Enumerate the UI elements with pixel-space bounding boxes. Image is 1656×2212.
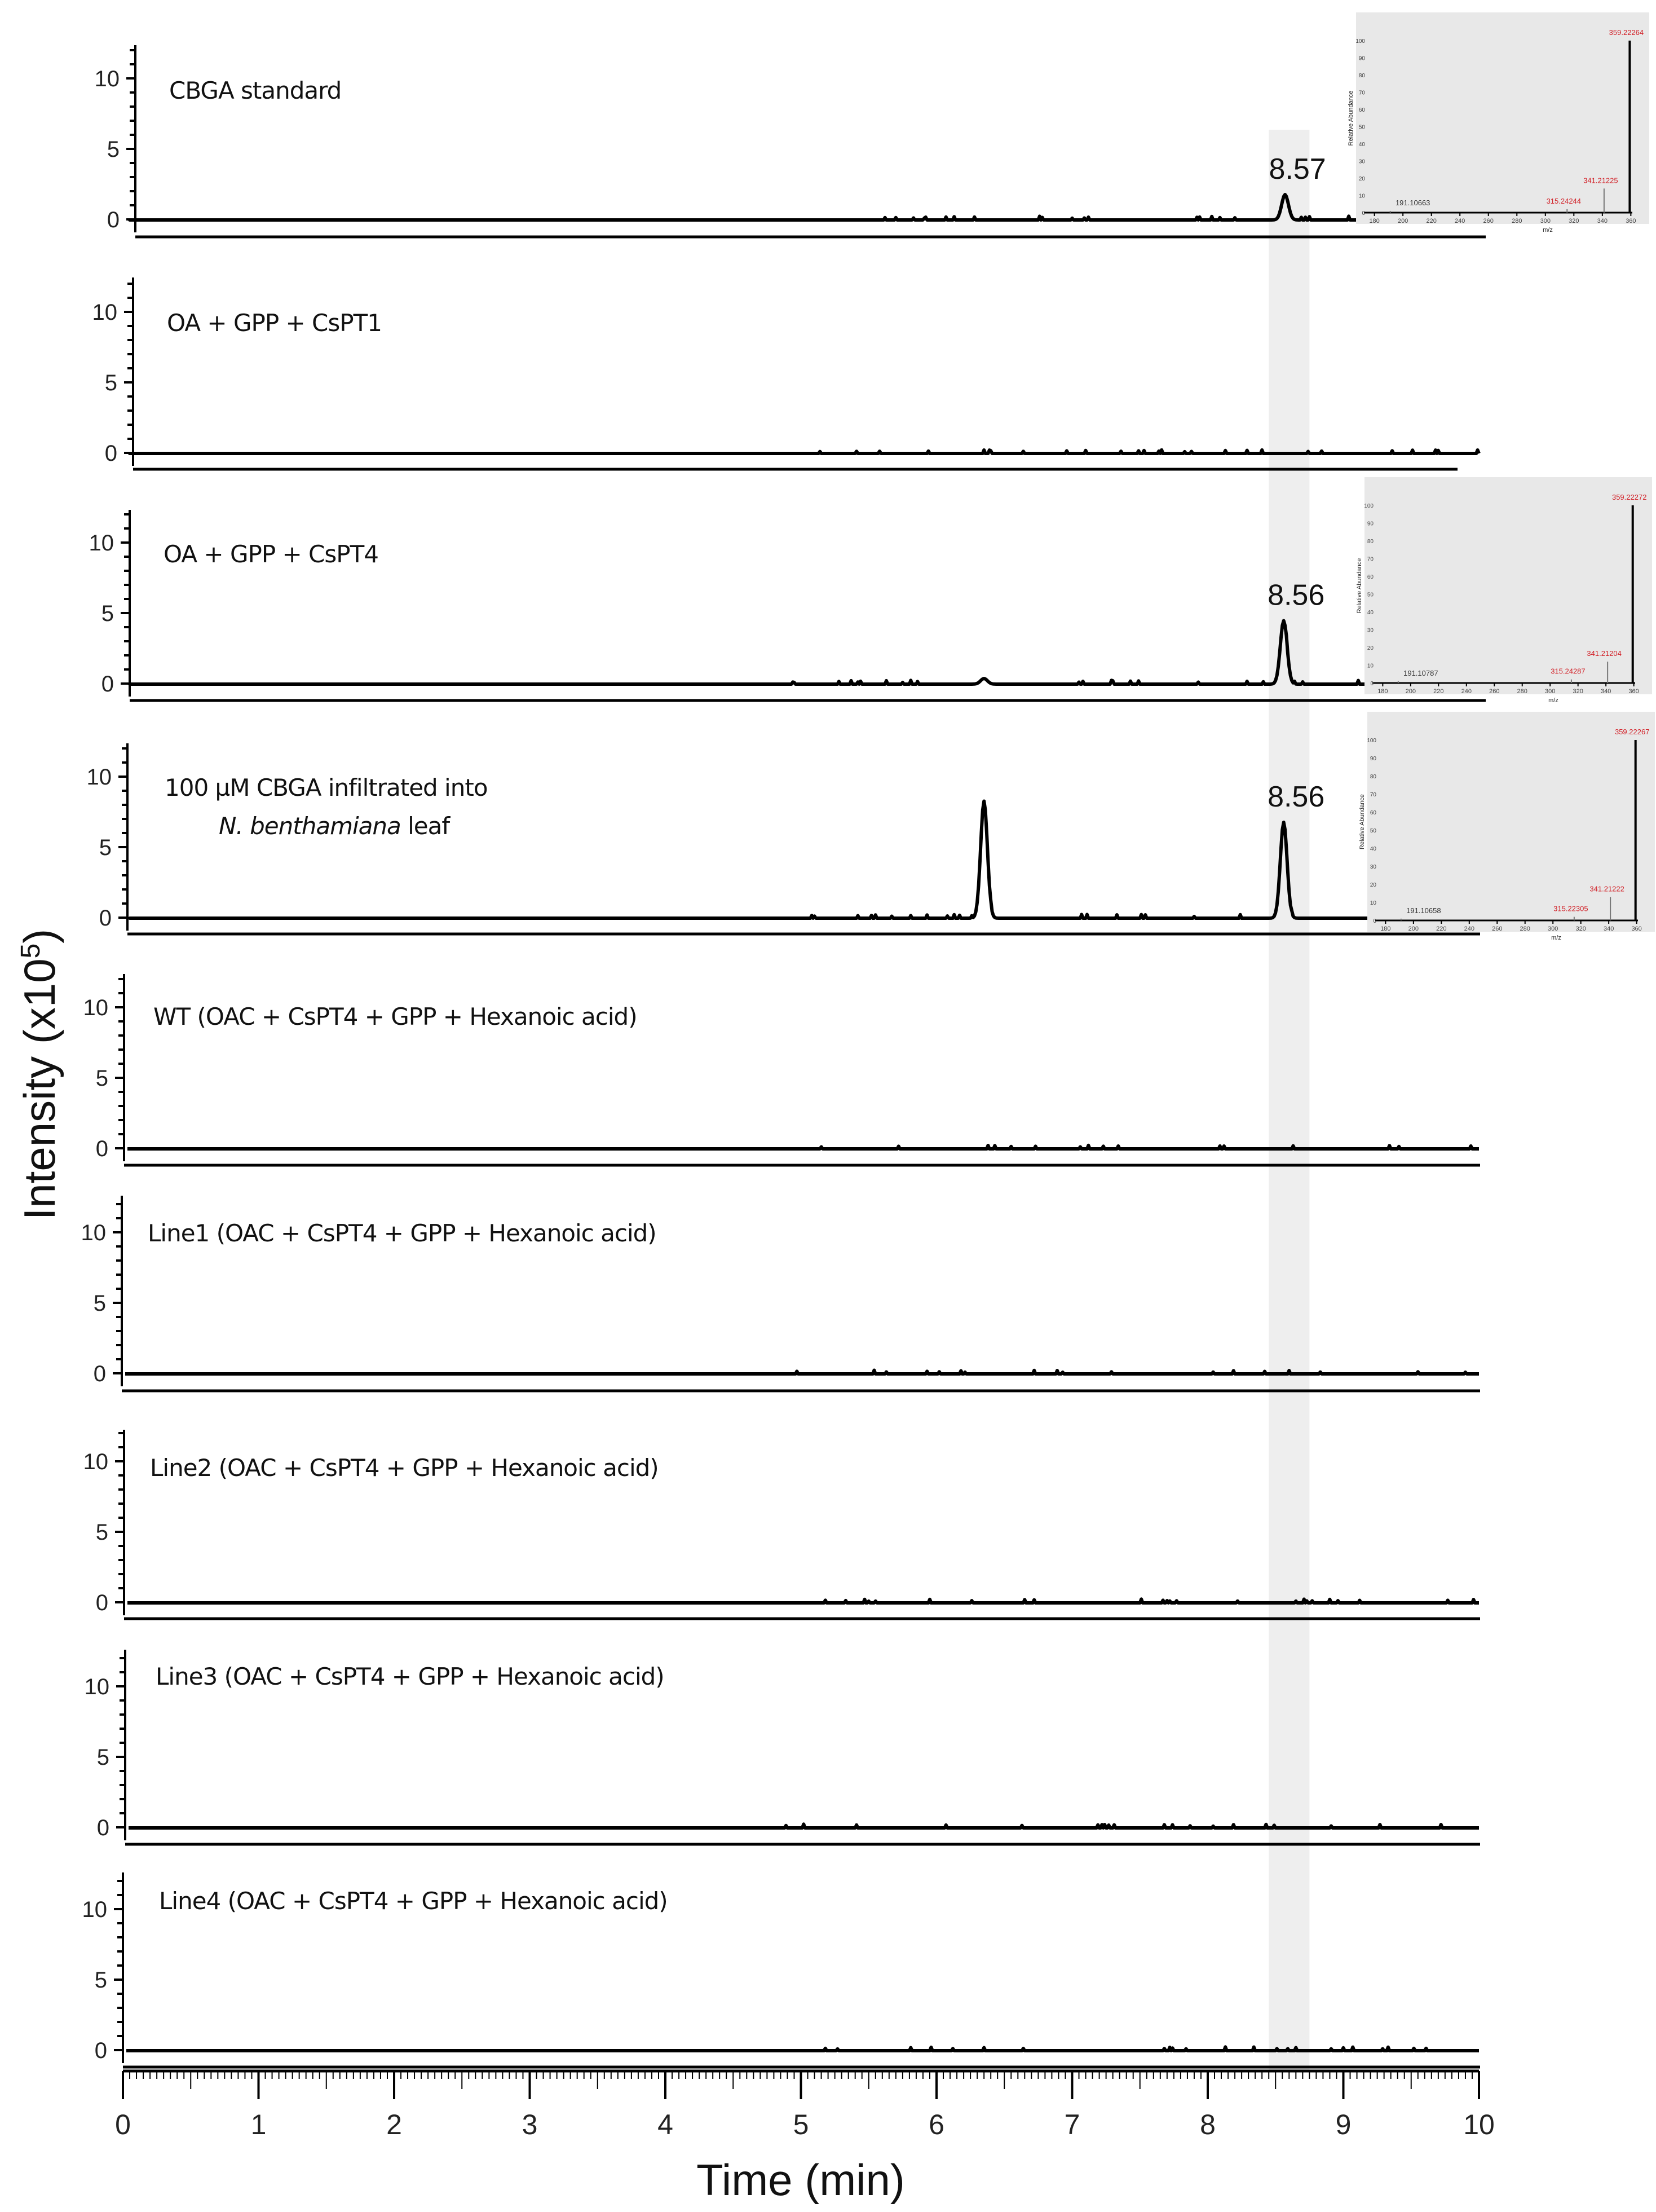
y-tick-label: 5: [107, 137, 120, 162]
x-tick-label: 3: [522, 2109, 538, 2140]
inset-y-tick-label: 70: [1358, 90, 1365, 96]
panel-label-cbga-infiltrated-line2: [219, 812, 449, 840]
y-tick-label: 10: [81, 1220, 106, 1245]
leaf-word: leaf: [400, 812, 450, 840]
inset-y-tick-label: 70: [1370, 792, 1376, 798]
inset-x-tick-label: 240: [1464, 926, 1474, 932]
inset-x-tick-label: 320: [1569, 218, 1579, 224]
y-tick-label: 5: [94, 1968, 107, 1993]
inset-x-tick-label: 280: [1512, 218, 1522, 224]
y-tick-label: 5: [95, 1520, 108, 1545]
highlight-band: [1269, 130, 1309, 2070]
y-tick-label: 0: [104, 441, 117, 466]
x-tick-label: 4: [657, 2109, 673, 2140]
inset-y-tick-label: 10: [1358, 193, 1365, 200]
ms-insets: [1348, 12, 1655, 941]
inset-y-tick-label: 80: [1370, 774, 1376, 780]
inset-x-tick-label: 180: [1380, 926, 1391, 932]
inset-y-tick-label: 90: [1367, 521, 1374, 527]
inset-x-tick-label: 200: [1397, 218, 1408, 224]
y-tick-label: 0: [94, 2038, 107, 2063]
inset-x-tick-label: 200: [1405, 688, 1416, 695]
inset-x-axis-title: m/z: [1551, 935, 1561, 941]
x-tick-label: 6: [929, 2109, 944, 2140]
inset-x-tick-label: 180: [1369, 218, 1380, 224]
inset-y-tick-label: 60: [1367, 574, 1374, 580]
inset-y-tick-label: 100: [1355, 38, 1365, 45]
panel-label-wt: WT (OAC + CsPT4 + GPP + Hexanoic acid): [153, 1003, 637, 1030]
y-tick-label: 10: [94, 67, 120, 91]
y-tick-label: 10: [82, 1897, 107, 1922]
inset-y-tick-label: 80: [1358, 73, 1365, 79]
inset-y-tick-label: 0: [1362, 210, 1365, 217]
inset-background: [1367, 712, 1655, 932]
ms-ion-label: 315.22305: [1553, 904, 1588, 913]
inset-x-tick-label: 340: [1600, 688, 1611, 695]
inset-y-axis-title: Relative Abundance: [1356, 558, 1363, 614]
x-tick-label: 2: [386, 2109, 402, 2140]
inset-y-tick-label: 90: [1358, 55, 1365, 62]
inset-x-tick-label: 260: [1492, 926, 1503, 932]
inset-y-tick-label: 100: [1367, 738, 1376, 744]
y-tick-label: 10: [84, 1675, 109, 1699]
y-tick-label: 0: [93, 1361, 106, 1386]
y-tick-label: 10: [92, 300, 117, 325]
x-tick-label: 0: [115, 2109, 131, 2140]
inset-y-tick-label: 60: [1370, 810, 1376, 816]
inset-x-tick-label: 320: [1573, 688, 1583, 695]
inset-y-tick-label: 0: [1373, 918, 1376, 924]
ms-ion-label: 341.21204: [1587, 649, 1622, 658]
inset-y-tick-label: 80: [1367, 539, 1374, 545]
inset-x-tick-label: 200: [1408, 926, 1419, 932]
inset-x-tick-label: 360: [1626, 218, 1636, 224]
y-tick-label: 10: [89, 531, 114, 556]
inset-x-axis-title: m/z: [1548, 697, 1558, 704]
inset-x-tick-label: 280: [1517, 688, 1527, 695]
inset-x-tick-label: 360: [1631, 926, 1642, 932]
inset-x-tick-label: 300: [1540, 218, 1551, 224]
x-axis: [115, 2071, 1495, 2140]
ms-ion-label: 341.21222: [1589, 884, 1624, 893]
inset-background: [1356, 12, 1649, 224]
inset-y-tick-label: 40: [1367, 610, 1374, 616]
ms-inset-cbga-infiltrated: [1359, 712, 1655, 941]
inset-y-tick-label: 10: [1370, 900, 1376, 906]
inset-x-tick-label: 220: [1426, 218, 1437, 224]
inset-x-tick-label: 340: [1597, 218, 1608, 224]
inset-y-axis-title: Relative Abundance: [1359, 794, 1366, 849]
panel-label-cbga-infiltrated: 100 µM CBGA infiltrated into: [165, 774, 488, 801]
inset-x-tick-label: 280: [1520, 926, 1530, 932]
y-tick-label: 0: [101, 672, 114, 697]
y-tick-label: 5: [96, 1745, 109, 1770]
y-tick-label: 5: [104, 371, 117, 395]
inset-x-tick-label: 220: [1433, 688, 1444, 695]
x-tick-label: 7: [1064, 2109, 1080, 2140]
inset-y-tick-label: 0: [1370, 681, 1374, 687]
inset-y-tick-label: 50: [1367, 592, 1374, 598]
ms-ion-label: 359.22267: [1614, 728, 1650, 736]
inset-x-tick-label: 340: [1603, 926, 1614, 932]
inset-y-tick-label: 10: [1367, 663, 1374, 669]
inset-y-tick-label: 30: [1370, 864, 1376, 870]
x-tick-label: 1: [250, 2109, 267, 2140]
inset-x-axis-title: m/z: [1543, 227, 1553, 233]
y-tick-label: 0: [96, 1816, 109, 1840]
ms-ion-label: 191.10658: [1406, 906, 1441, 915]
x-axis-title: Time (min): [696, 2155, 905, 2205]
x-tick-label: 8: [1200, 2109, 1216, 2140]
y-tick-label: 5: [101, 601, 114, 626]
ms-ion-label: 341.21225: [1583, 176, 1618, 185]
ms-ion-label: 191.10787: [1403, 668, 1438, 677]
peak-rt-label: 8.57: [1269, 153, 1326, 186]
inset-x-tick-label: 220: [1436, 926, 1447, 932]
inset-y-tick-label: 20: [1370, 882, 1376, 888]
inset-y-tick-label: 70: [1367, 556, 1374, 563]
y-tick-label: 0: [95, 1136, 108, 1161]
inset-y-tick-label: 50: [1370, 828, 1376, 834]
y-tick-label: 5: [95, 1066, 108, 1091]
ms-ion-label: 359.22264: [1609, 28, 1644, 37]
inset-y-tick-label: 30: [1367, 627, 1374, 634]
peak-rt-label: 8.56: [1268, 579, 1325, 612]
y-tick-label: 10: [83, 995, 108, 1020]
inset-y-tick-label: 30: [1358, 158, 1365, 165]
chromatogram-trace: [126, 2047, 1479, 2051]
inset-y-tick-label: 90: [1370, 756, 1376, 762]
panel-label-oa-gpp-cspt1: OA + GPP + CsPT1: [167, 309, 382, 337]
inset-x-tick-label: 300: [1545, 688, 1556, 695]
y-tick-label: 10: [86, 765, 112, 790]
y-tick-label: 0: [95, 1590, 108, 1615]
inset-y-tick-label: 20: [1367, 645, 1374, 651]
inset-y-tick-label: 40: [1358, 142, 1365, 148]
ms-ion-label: 191.10663: [1395, 198, 1430, 207]
ms-ion-label: 315.24244: [1546, 196, 1582, 205]
inset-x-tick-label: 360: [1628, 688, 1639, 695]
y-tick-label: 10: [83, 1449, 108, 1474]
x-tick-label: 10: [1463, 2109, 1495, 2140]
inset-x-tick-label: 300: [1548, 926, 1558, 932]
inset-x-tick-label: 260: [1489, 688, 1500, 695]
panel-label-line2: Line2 (OAC + CsPT4 + GPP + Hexanoic acid): [150, 1454, 659, 1482]
panel-label-line4: Line4 (OAC + CsPT4 + GPP + Hexanoic acid): [159, 1887, 668, 1915]
panel-label-oa-gpp-cspt4: OA + GPP + CsPT4: [164, 540, 378, 568]
retention-time-highlight: [1269, 130, 1309, 2070]
x-tick-label: 5: [793, 2109, 809, 2140]
species-name: N. benthamiana: [219, 812, 401, 840]
y-tick-label: 5: [93, 1291, 106, 1316]
ms-inset-cbga-standard: [1348, 12, 1649, 233]
inset-y-axis-title: Relative Abundance: [1348, 90, 1354, 146]
inset-x-tick-label: 320: [1575, 926, 1586, 932]
x-tick-label: 9: [1335, 2109, 1352, 2140]
inset-x-tick-label: 240: [1455, 218, 1465, 224]
y-tick-label: 5: [99, 835, 112, 860]
inset-background: [1364, 477, 1652, 694]
panel-label-line3: Line3 (OAC + CsPT4 + GPP + Hexanoic acid): [156, 1663, 664, 1690]
inset-x-tick-label: 180: [1377, 688, 1388, 695]
inset-x-tick-label: 260: [1483, 218, 1494, 224]
ms-ion-label: 315.24287: [1551, 667, 1586, 676]
y-tick-label: 0: [99, 906, 112, 931]
inset-y-tick-label: 40: [1370, 846, 1376, 852]
inset-y-tick-label: 100: [1364, 503, 1374, 509]
panel-label-line1: Line1 (OAC + CsPT4 + GPP + Hexanoic acid): [148, 1219, 656, 1247]
y-axis-title: Intensity $(x10^5)$: [15, 928, 64, 1220]
ms-ion-label: 359.22272: [1611, 493, 1647, 501]
y-tick-label: 0: [107, 208, 120, 232]
inset-y-tick-label: 20: [1358, 176, 1365, 182]
inset-x-tick-label: 240: [1461, 688, 1472, 695]
peak-rt-label: 8.56: [1268, 781, 1325, 813]
ms-inset-oa-gpp-cspt4: [1356, 477, 1652, 704]
panel-label-cbga-standard: CBGA standard: [169, 77, 342, 104]
inset-y-tick-label: 60: [1358, 107, 1365, 113]
inset-y-tick-label: 50: [1358, 124, 1365, 131]
